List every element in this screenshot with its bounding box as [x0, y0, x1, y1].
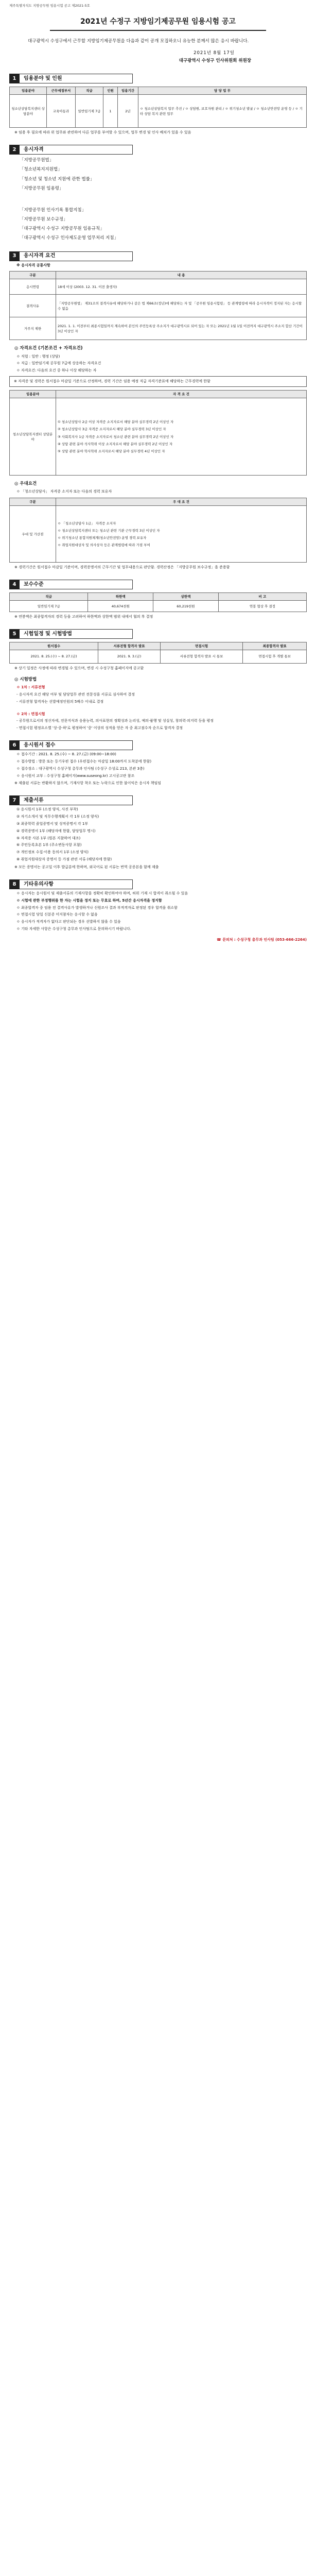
section-title: 응시자격 요건	[20, 251, 133, 261]
other-item: ㅇ 최종합격자 중 임용 전 결격사유가 발생하거나 신원조사 결과 부적격자로 판정된 경우 합격을 취소함	[16, 905, 178, 910]
issuer: 대구광역시 수성구 인사위원회 위원장	[179, 58, 251, 64]
document-item: ③ 최종학력 졸업증명서 및 성적증명서 각 1부	[16, 821, 89, 826]
preference-line: ㅇ 청소년상담복지센터 또는 청소년 관련 기관 근무경력 3년 이상인 자	[58, 528, 160, 533]
col-header: 면접시험	[160, 642, 243, 650]
method-item: ㅇ 2차 : 면접시험	[16, 711, 45, 716]
schedule-table	[9, 642, 307, 664]
detail-cell	[56, 398, 307, 476]
law-item: 「청소년 및 청소년 지원에 관한 법률」	[20, 176, 95, 182]
col-header: 근무예정부서	[47, 87, 76, 95]
positions-table	[9, 87, 307, 128]
preference-line: ㅇ 「청소년상담사 1급」 자격증 소지자	[58, 521, 116, 526]
title-divider	[50, 30, 266, 31]
section-header-2	[9, 145, 133, 155]
schedule-interview: 서류전형 합격자 발표 시 통보	[160, 650, 243, 663]
method-item: - 면접시험 평정요소별 '상·중·하'로 평정하여 '중' 이상의 성적을 얻은 자 중 최고점수자 순으로 합격자 결정	[16, 726, 183, 731]
col-header: 임용분야	[10, 391, 56, 398]
section-title: 제출서류	[20, 795, 133, 805]
section-number: 7	[9, 795, 20, 805]
salary-grade: 일반임기제 7급	[10, 601, 88, 612]
other-item: ㅇ 시험에 관한 부정행위를 한 자는 시험을 정지 또는 무효로 하며, 5년간 응시자격을 정지함	[16, 898, 162, 903]
law-item: 「지방공무원 보수규정」	[20, 217, 68, 223]
cell-duties: ㅇ 청소년상담복지 업무 추진 / ㅇ 상담원, 보호자원 관리 / ㅇ 위기청소년 발굴 / ㅇ 청소년안전망 운영 등 / ㅇ 기타 상담 복지 관련 업무	[138, 95, 307, 128]
other-item: ㅇ 응시자는 응시원서 및 제출서류의 기재사항을 정확히 확인하여야 하며, 허위 기재 시 합격이 취소될 수 있음	[16, 891, 188, 895]
section-number: 1	[9, 74, 20, 83]
document-item: ⑥ 주민등록초본 1부 (주소변동사항 포함)	[16, 843, 82, 848]
cell-grade: 일반임기제 7급	[76, 95, 103, 128]
apply-item: ㅇ 접수장소 : 대구광역시 수성구청 총무과 인사팀 (수성구 수성로 213, 본관 3층)	[16, 766, 145, 771]
law-item: 「지방공무원 임용령」	[20, 185, 64, 191]
col-header: 직급	[76, 87, 103, 95]
document-item: ⑧ 취업지원대상자 증명서 등 가점 관련 서류 (해당자에 한함)	[16, 857, 112, 862]
detail-line: ⑤ 상담 관련 분야 학사학위 소지자로서 해당 분야 실무경력 4년 이상인 자	[58, 449, 165, 453]
col-header: 직급	[10, 592, 88, 600]
row-label: 결격사유	[10, 295, 56, 317]
subheading-preferences: ◎ 우대요건	[14, 481, 37, 487]
col-header: 내 용	[56, 272, 307, 279]
col-header: 서류전형 합격자 발표	[98, 642, 161, 650]
section-title: 기타유의사항	[20, 879, 133, 889]
eligibility-table	[9, 271, 307, 340]
col-header: 최종합격자 발표	[243, 642, 307, 650]
salary-table	[9, 592, 307, 612]
section-title: 보수수준	[20, 580, 133, 589]
cell-field: 청소년상담복지센터 상담분야	[10, 95, 47, 128]
salary-max: 60,219천원	[153, 601, 219, 612]
law-item: 「지방공무원법」	[20, 158, 54, 163]
documents-footnote: ※ 모든 증명서는 공고일 이후 발급분에 한하며, 외국어로 된 서류는 번역 공증본을 함께 제출	[14, 865, 159, 869]
requirement-box: ※ 자격증 및 경력은 원서접수 마감일 기준으로 산정하며, 경력 기간은 임용 예정 직급 자격기준표에 해당하는 근무경력에 한함	[9, 376, 307, 387]
salary-footnote: ※ 연봉액은 최종합격자의 경력 등을 고려하여 하한액과 상한액 범위 내에서 협의 후 결정	[14, 615, 153, 619]
col-header: 비 고	[218, 592, 306, 600]
positions-note: ※ 임용 후 필요에 따라 위 업무와 관련하여 다른 업무를 부여할 수 있으며, 업무 변경 및 인사 배치가 있을 수 있음	[14, 130, 191, 135]
schedule-footnote: ※ 상기 일정은 사정에 따라 변경될 수 있으며, 변경 시 수성구청 홈페이지에 공고함	[14, 666, 144, 670]
col-header: 임용기간	[118, 87, 138, 95]
row-label: 청소년상담복지센터 상담분야	[10, 398, 56, 476]
subheading-requirements: ◎ 자격요건 (기본조건 + 자격요건)	[14, 346, 83, 351]
section-header-1	[9, 74, 133, 83]
section-number: 3	[9, 251, 20, 261]
top-note: 제주특별자치도 지방공무원 임용시험 공고 제2021-5호	[9, 4, 90, 8]
law-item: 「대구광역시 수성구 지방공무원 임용규칙」	[20, 226, 104, 232]
row-label: 우대 및 가산점	[10, 506, 56, 563]
requirement-bullet: ㅇ 직급 : 일반임기제 공무원 7급에 상응하는 자격요건	[16, 361, 101, 366]
preference-line: ㅇ 취업지원대상자 및 의사상자 등은 관계법령에 따라 가점 부여	[58, 543, 150, 547]
law-item: 「청소년복지지원법」	[20, 167, 62, 173]
salary-min: 40,674천원	[88, 601, 153, 612]
col-header: 하한액	[88, 592, 153, 600]
apply-footnote: ※ 제출된 서류는 반환하지 않으며, 기재사항 착오 또는 누락으로 인한 불이익은 응시자 책임임	[14, 781, 161, 786]
document-item: ⑦ 개인정보 수집·이용 동의서 1부 (소정 양식)	[16, 850, 89, 855]
row-label: 거주지 제한	[10, 317, 56, 340]
section-number: 2	[9, 145, 20, 155]
method-item: ㅇ 1차 : 서류전형	[16, 685, 45, 689]
detail-line: ① 청소년상담사 2급 이상 자격증 소지자로서 해당 분야 실무경력 2년 이상인 자	[58, 420, 174, 425]
section-title: 응시원서 접수	[20, 740, 133, 750]
col-header: 원서접수	[10, 642, 98, 650]
contact-line: ☎ 문의처 : 수성구청 총무과 인사팀 (053-666-2264)	[217, 937, 307, 942]
section-title: 임용분야 및 인원	[20, 74, 133, 83]
col-header: 구분	[10, 272, 56, 279]
document-item: ② 자기소개서 및 직무수행계획서 각 1부 (소정 양식)	[16, 815, 99, 819]
section-number: 4	[9, 580, 20, 589]
section-header-3	[9, 251, 133, 261]
section-number: 6	[9, 740, 20, 750]
col-header: 우 대 요 건	[56, 498, 307, 506]
col-header: 인원	[103, 87, 118, 95]
section-header-8	[9, 879, 133, 889]
other-item: ㅇ 면접시험 당일 신분증 미지참자는 응시할 수 없음	[16, 912, 98, 917]
section-header-5	[9, 629, 133, 639]
section-number: 5	[9, 629, 20, 639]
detail-line: ③ 사회복지사 1급 자격증 소지자로서 청소년 관련 분야 실무경력 2년 이상인 자	[58, 434, 174, 439]
apply-item: ㅇ 접수방법 : 방문 또는 등기우편 접수 (우편접수는 마감일 18:00까지 도착분에 한함)	[16, 759, 152, 764]
other-item: ㅇ 응시자가 적격자가 없다고 판단되는 경우 선발하지 않을 수 있음	[16, 920, 121, 924]
other-item: ㅇ 기타 자세한 사항은 수성구청 총무과 인사팀으로 문의하시기 바랍니다.	[16, 927, 131, 931]
page-title: 2021년 수정구 지방임기제공무원 임용시험 공고	[80, 18, 236, 26]
section-number: 8	[9, 879, 20, 889]
apply-item: ㅇ 접수기간 : 2021. 8. 25.(수) ~ 8. 27.(금) (09:00~18:00)	[16, 752, 116, 757]
col-header: 구분	[10, 498, 56, 506]
apply-item: ㅇ 응시원서 교부 : 수성구청 홈페이지(www.suseong.kr) 고시공고란 참조	[16, 773, 135, 778]
detail-table	[9, 390, 307, 476]
requirement-bullet: ㅇ 직렬 : 일반 : 행정 (상담)	[16, 354, 60, 359]
method-item: - 서류전형 합격자는 선발예정인원의 5배수 이내로 결정	[16, 699, 104, 704]
section-header-6	[9, 740, 133, 750]
document-item: ① 응시원서 1부 (소정 양식, 사진 부착)	[16, 807, 78, 812]
cell-dept: 교육아동과	[47, 95, 76, 128]
detail-line: ④ 상담 관련 분야 석사학위 이상 소지자로서 해당 분야 실무경력 2년 이상인 자	[58, 442, 173, 446]
intro-text: 대구광역시 수성구에서 근무할 지방임기제공무원을 다음과 같이 공개 모집하오니 유능한 분께서 많은 응시 바랍니다.	[28, 38, 249, 44]
preference-cell	[56, 506, 307, 563]
col-header: 임용분야	[10, 87, 47, 95]
requirement-bullet: ㅇ 자격요건: 다음의 요건 중 하나 이상 해당하는 자	[16, 368, 97, 373]
notice-date: 2021년 8월 17일	[194, 50, 235, 56]
col-header: 자 격 요 건	[56, 391, 307, 398]
col-header: 상한액	[153, 592, 219, 600]
preference-title: ㅇ 「청소년상담사」 자격증 소지자 또는 다음의 경력 보유자	[16, 489, 112, 494]
schedule-final: 면접시험 후 개별 통보	[243, 650, 307, 663]
detail-line: ② 청소년상담사 3급 자격증 소지자로서 해당 분야 실무경력 3년 이상인 자	[58, 427, 166, 432]
cell-count: 1	[103, 95, 118, 128]
law-item: 「지방공무원 인사기록 통합지침」	[20, 207, 86, 213]
row-label: 응시연령	[10, 279, 56, 295]
section-header-4	[9, 580, 133, 589]
schedule-apply: 2021. 8. 25.(수) ~ 8. 27.(금)	[10, 650, 98, 663]
salary-note: 연봉 협상 후 결정	[218, 601, 306, 612]
eligibility-intro: ※ 응시자격 공통사항	[16, 263, 50, 267]
method-heading: ◎ 시험방법	[14, 676, 37, 682]
preference-table	[9, 498, 307, 563]
law-item: 「대구광역시 수성구 인사제도운영 업무처리 지침」	[20, 235, 119, 241]
row-text: 18세 이상 (2003. 12. 31. 이전 출생자)	[56, 279, 307, 295]
section-title: 시험일정 및 시험방법	[20, 629, 133, 639]
row-text: 2021. 1. 1. 이전부터 최종시험일까지 계속하여 본인의 주민등록상 주소지가 대구광역시로 되어 있는 자 또는 2021년 1월 1일 이전까지 대구광역시 주소지 합산 기간이 3년 이상인 자	[56, 317, 307, 340]
method-item: - 공무원으로서의 정신자세, 전문지식과 응용능력, 의사표현의 정확성과 논리성, 예의·품행 및 성실성, 창의력·의지력 등을 평정	[16, 719, 214, 723]
document-item: ⑤ 자격증 사본 1부 (원본 지참하여 대조)	[16, 836, 81, 840]
method-item: - 응시자격 요건 해당 여부 및 담당업무 관련 전문성을 서류로 심사하여 결정	[16, 692, 135, 697]
experience-note: ※ 경력기간은 원서접수 마감일 기준이며, 경력증명서의 근무기간 및 업무내용으로 판단함. 경력산정은 「지방공무원 보수규정」을 준용함	[14, 565, 230, 570]
document-item: ④ 경력증명서 1부 (해당자에 한함, 담당업무 명시)	[16, 828, 96, 833]
schedule-doc-result: 2021. 9. 3.(금)	[98, 650, 161, 663]
col-header: 담 당 업 무	[138, 87, 307, 95]
row-text: 「지방공무원법」 제31조의 결격사유에 해당하거나 같은 법 제66조(정년)에 해당하는 자 및 「공무원 임용시험령」 등 관계법령에 따라 응시자격이 정지된 자는 응시할 수 없음	[56, 295, 307, 317]
preference-line: ㅇ 위기청소년 통합지원체계(청소년안전망) 운영 경력 보유자	[58, 535, 147, 540]
section-title: 응시자격	[20, 145, 133, 155]
cell-term: 2년	[118, 95, 138, 128]
section-header-7	[9, 795, 133, 805]
